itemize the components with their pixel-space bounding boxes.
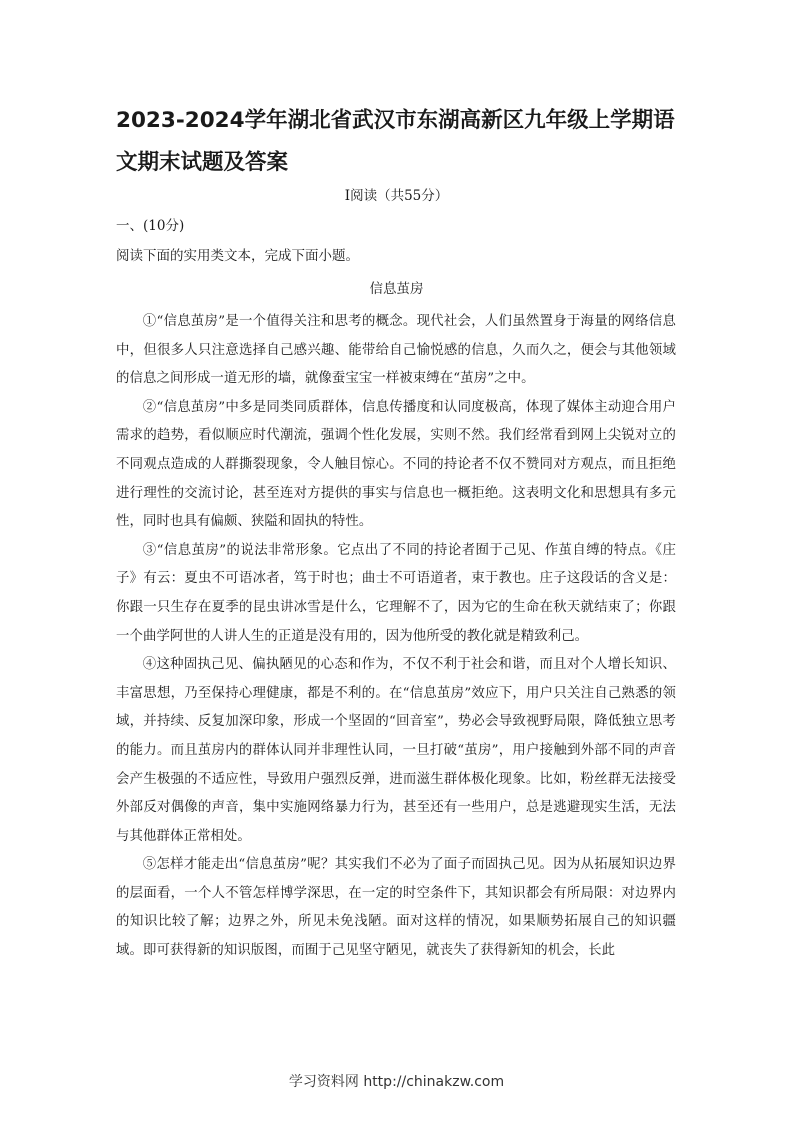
article-body [116, 308, 676, 966]
footer-watermark: 学习资料网 http://chinakzw.com [288, 1074, 505, 1090]
article-paragraph-4: ④这种固执己见、偏执陋见的心态和作为，不仅不利于社会和谐，而且对个人增长知识、丰富思想，乃至保持心理健康，都是不利的。在“信息茧房”效应下，用户只关注自己熟悉的领域，并持续、反复加深印象，形成一个坚固的“回音室”，势必会导致视野局限，降低独立思考的能力。而且茧房内的群体认同并非理性认同，一旦打破“茧房”，用户接触到外部不同的声音会产生极强的不适应性，导致用户强烈反弹，进而滋生群体极化现象。比如，粉丝群无法接受外部反对偶像的声音，集中实施网络暴力行为，甚至还有一些用户，总是逃避现实生活，无法与其他群体正常相处。 [116, 657, 676, 844]
article-paragraph-5: ⑤怎样才能走出“信息茧房”呢？其实我们不必为了面子而固执己见。因为从拓展知识边界的层面看，一个人不管怎样博学深思，在一定的时空条件下，其知识都会有所局限：对边界内的知识比较了解；边界之外，所见未免浅陋。面对这样的情况，如果顺势拓展自己的知识疆域。即可获得新的知识版图，而囿于己见坚守陋见，就丧失了获得新知的机会，长此 [116, 857, 676, 959]
document-title: 2023-2024学年湖北省武汉市东湖高新区九年级上学期语文期末试题及答案 [116, 108, 675, 175]
question-number: 一、(10分) [116, 218, 185, 234]
question-instruction: 阅读下面的实用类文本，完成下面小题。 [116, 248, 359, 264]
article-paragraph-1: ①“信息茧房”是一个值得关注和思考的概念。现代社会，人们虽然置身于海量的网络信息中，但很多人只注意选择自己感兴趣、能带给自己愉悦感的信息，久而久之，便会与其他领域的信息之间形成一道无形的墙，就像蚕宝宝一样被束缚在“茧房”之中。 [116, 314, 676, 387]
article-paragraph-2: ②“信息茧房”中多是同类同质群体，信息传播度和认同度极高，体现了媒体主动迎合用户需求的趋势，看似顺应时代潮流，强调个性化发展，实则不然。我们经常看到网上尖锐对立的不同观点造成的人群撕裂现象，令人触目惊心。不同的持论者不仅不赞同对方观点，而且拒绝进行理性的交流讨论，甚至连对方提供的事实与信息也一概拒绝。这表明文化和思想具有多元性，同时也具有偏颇、狭隘和固执的特性。 [116, 399, 676, 530]
section-heading: I阅读（共55分） [344, 188, 449, 204]
article-paragraph-3: ③“信息茧房”的说法非常形象。它点出了不同的持论者囿于己见、作茧自缚的特点。《庄子》有云：夏虫不可语冰者，笃于时也；曲士不可语道者，束于教也。庄子这段话的含义是：你跟一只生存在夏季的昆虫讲冰雪是什么，它理解不了，因为它的生命在秋天就结束了；你跟一个曲学阿世的人讲人生的正道是没有用的，因为他所受的教化就是精致利己。 [116, 542, 676, 644]
article-title: 信息茧房 [369, 281, 424, 297]
